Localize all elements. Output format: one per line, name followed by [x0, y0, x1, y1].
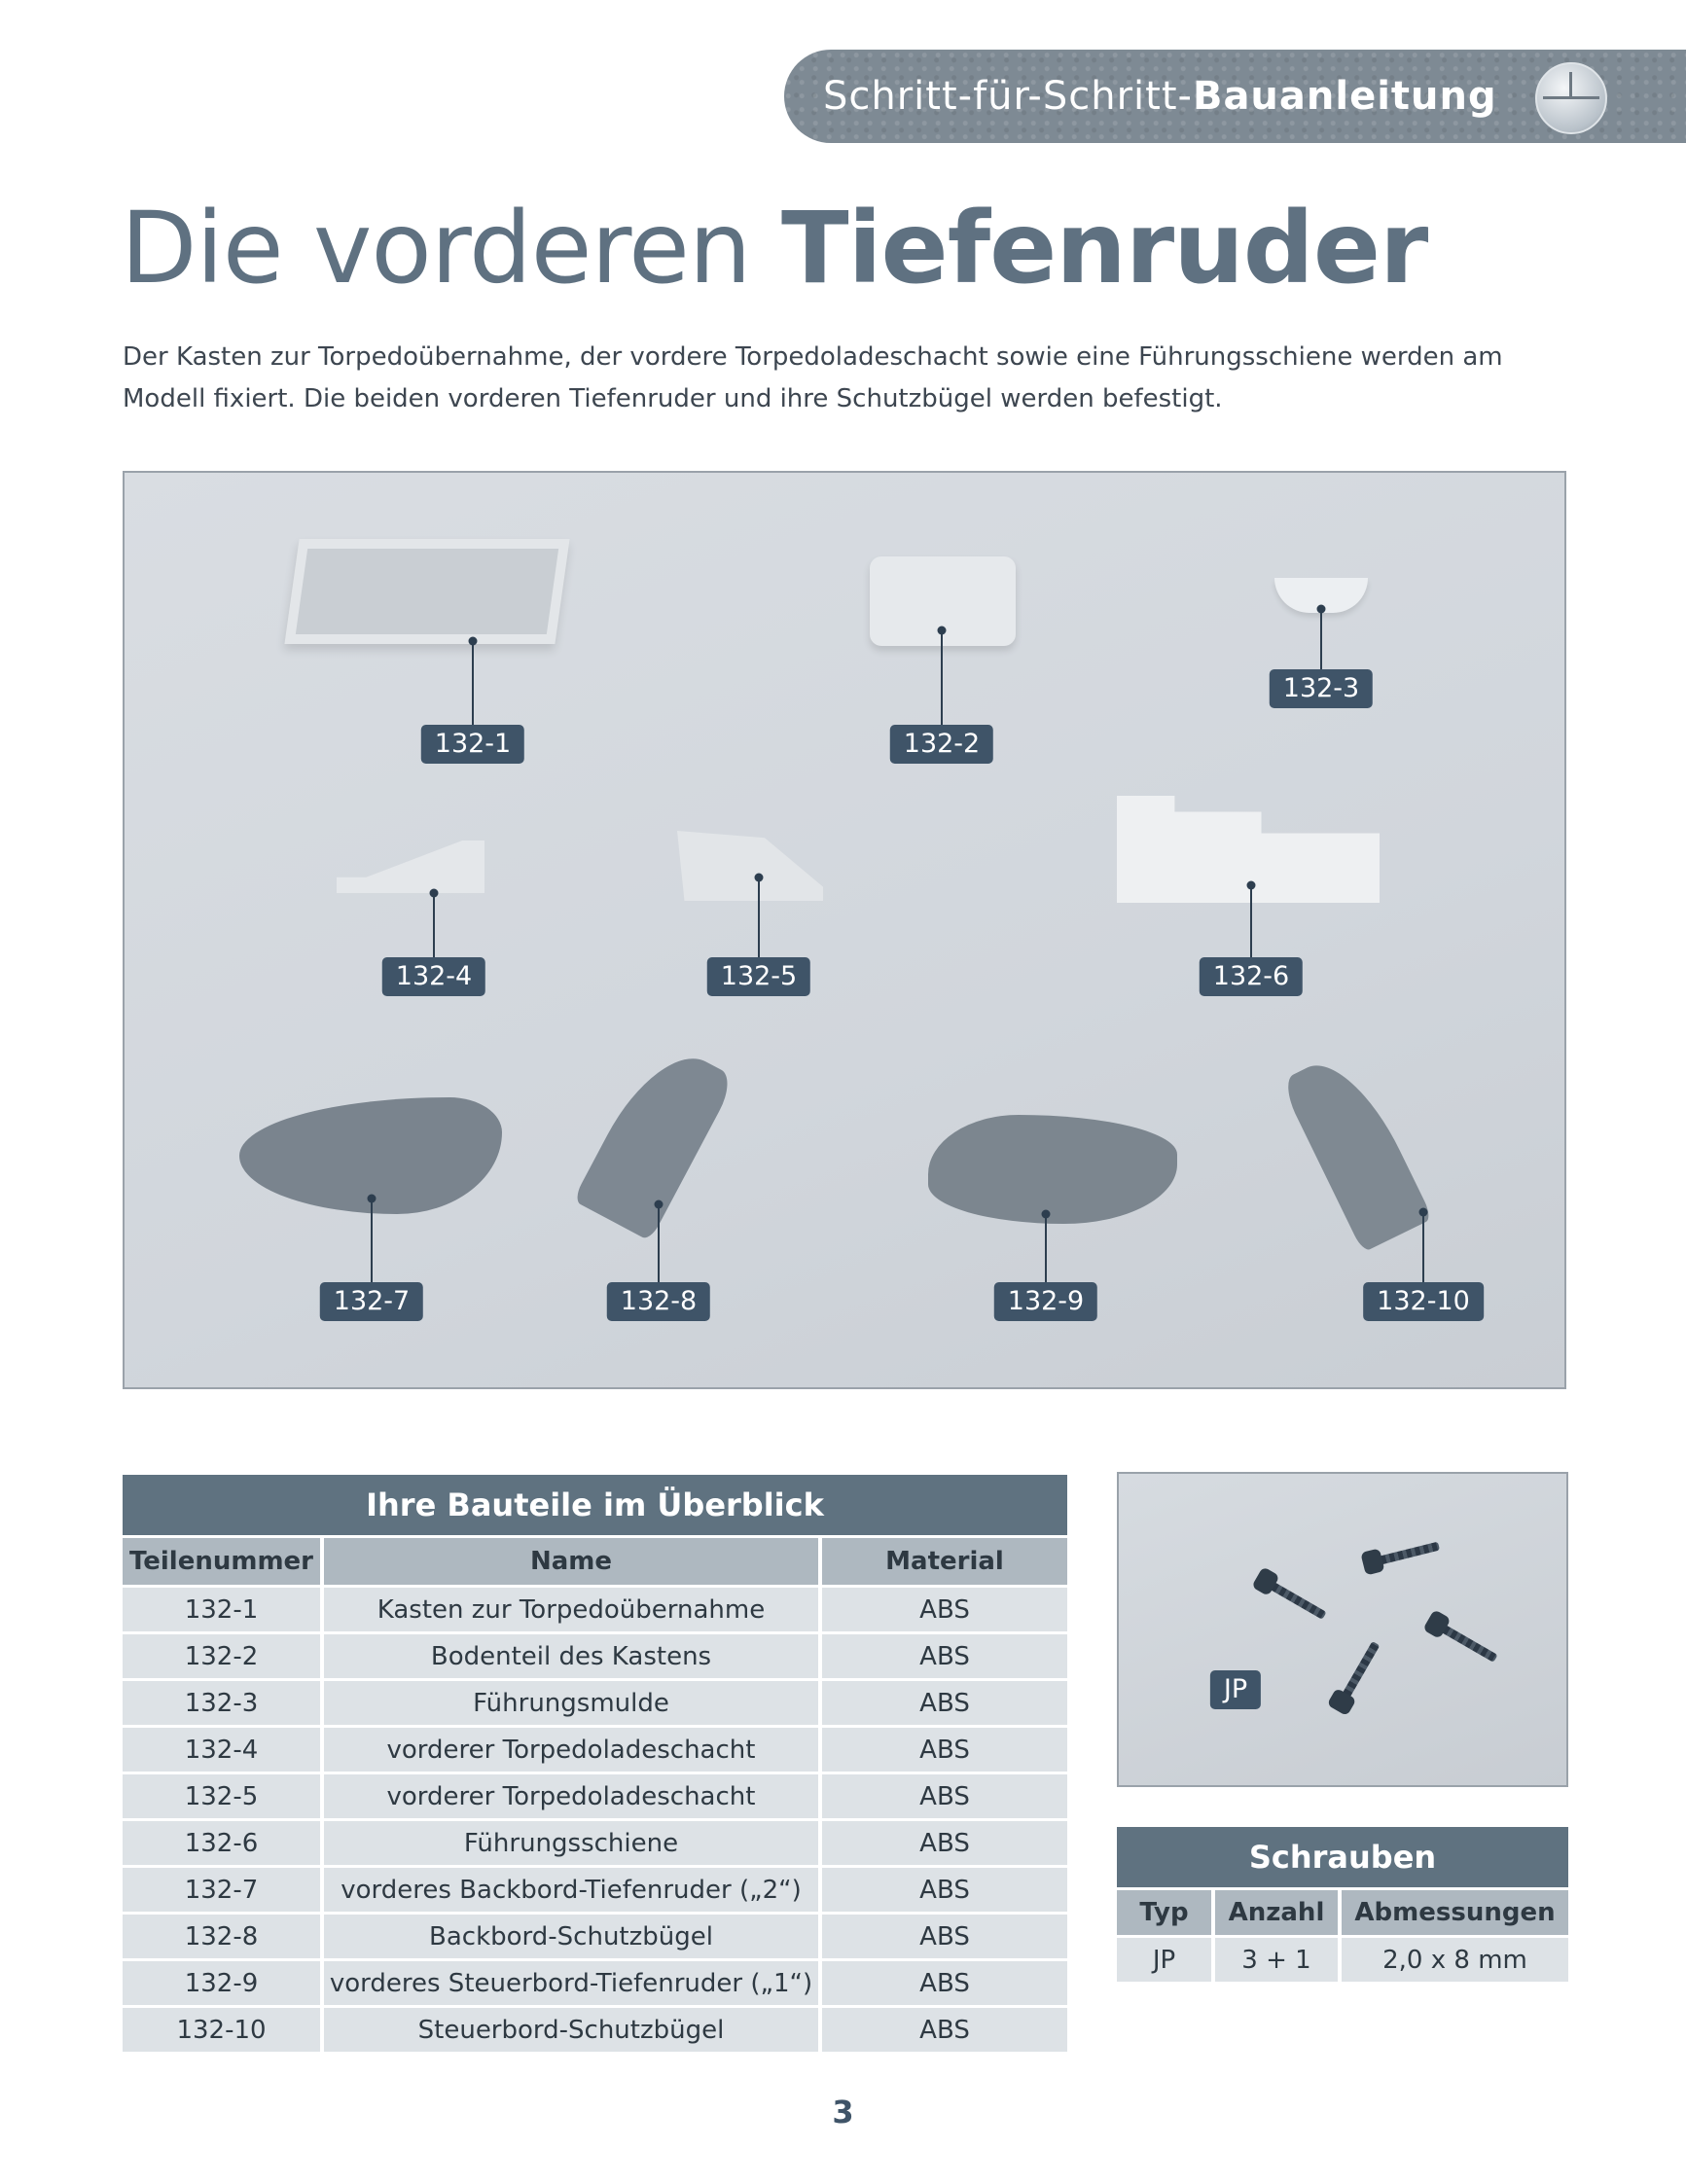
part-132-10-image — [1279, 1047, 1433, 1252]
cell-screw-count: 3 + 1 — [1213, 1937, 1340, 1983]
cell-material: ABS — [820, 2007, 1067, 2053]
part-132-4-image — [337, 841, 484, 893]
cell-screw-dimensions: 2,0 x 8 mm — [1340, 1937, 1568, 1983]
column-header-typ: Typ — [1117, 1889, 1213, 1937]
table-row — [123, 1820, 1067, 1867]
parts-table — [123, 1472, 1067, 2052]
cell-material: ABS — [820, 1680, 1067, 1727]
parts-table-caption: Ihre Bauteile im Überblick — [123, 1474, 1067, 1537]
screws-table — [1117, 1824, 1568, 1982]
cell-part-name: Führungsschiene — [322, 1820, 820, 1867]
label-132-2: 132-2 — [890, 725, 993, 764]
cell-part-number: 132-4 — [123, 1727, 322, 1773]
cell-part-name: vorderes Steuerbord-Tiefenruder („1“) — [322, 1960, 820, 2007]
cell-material: ABS — [820, 1633, 1067, 1680]
cell-screw-type: JP — [1117, 1937, 1213, 1983]
page-title — [121, 191, 1427, 306]
cell-part-number: 132-6 — [123, 1820, 322, 1867]
intro-text: Der Kasten zur Torpedoübernahme, der vordere Torpedoladeschacht sowie eine Führungsschiene werden am Modell fixiert. Die beiden vorderen Tiefenruder und ihre Schutzbügel werden befestigt. — [123, 342, 1503, 413]
crosshair-logo-icon — [1535, 62, 1607, 134]
cell-material: ABS — [820, 1960, 1067, 2007]
label-jp: JP — [1210, 1670, 1261, 1709]
label-132-3: 132-3 — [1270, 669, 1373, 708]
label-132-8: 132-8 — [607, 1282, 710, 1321]
table-row — [123, 1633, 1067, 1680]
column-header-abmessungen: Abmessungen — [1340, 1889, 1568, 1937]
screw-image — [1339, 1641, 1381, 1704]
cell-material: ABS — [820, 1727, 1067, 1773]
table-row — [123, 1587, 1067, 1633]
column-header-material: Material — [820, 1537, 1067, 1587]
banner-text-prefix: Schritt-für-Schritt- — [823, 74, 1193, 119]
cell-part-number: 132-9 — [123, 1960, 322, 2007]
cell-part-name: Steuerbord-Schutzbügel — [322, 2007, 820, 2053]
label-132-4: 132-4 — [382, 957, 485, 996]
table-row — [1117, 1937, 1568, 1983]
label-132-1: 132-1 — [421, 725, 524, 764]
table-row — [123, 1960, 1067, 2007]
screw-image — [1434, 1621, 1497, 1663]
cell-part-number: 132-7 — [123, 1867, 322, 1914]
cell-material: ABS — [820, 1914, 1067, 1960]
column-header-anzahl: Anzahl — [1213, 1889, 1340, 1937]
cell-part-name: Kasten zur Torpedoübernahme — [322, 1587, 820, 1633]
banner-text — [823, 50, 1497, 143]
label-132-9: 132-9 — [994, 1282, 1097, 1321]
cell-material: ABS — [820, 1587, 1067, 1633]
cell-material: ABS — [820, 1820, 1067, 1867]
cell-part-number: 132-3 — [123, 1680, 322, 1727]
table-row — [123, 1867, 1067, 1914]
part-132-9-image — [928, 1115, 1177, 1224]
screw-image — [1372, 1542, 1440, 1567]
part-132-1-image — [292, 539, 562, 644]
cell-part-name: Backbord-Schutzbügel — [322, 1914, 820, 1960]
column-header-name: Name — [322, 1537, 820, 1587]
column-header-teilenummer: Teilenummer — [123, 1537, 322, 1587]
parts-photo — [123, 471, 1566, 1389]
cell-part-name: vorderer Torpedoladeschacht — [322, 1727, 820, 1773]
screw-image — [1263, 1578, 1326, 1620]
cell-material: ABS — [820, 1773, 1067, 1820]
page-number: 3 — [832, 2094, 854, 2130]
table-row — [123, 1914, 1067, 1960]
label-132-10: 132-10 — [1363, 1282, 1484, 1321]
label-132-7: 132-7 — [320, 1282, 423, 1321]
label-132-6: 132-6 — [1200, 957, 1303, 996]
header-banner — [784, 50, 1686, 143]
table-row — [123, 1773, 1067, 1820]
cell-part-number: 132-8 — [123, 1914, 322, 1960]
title-bold: Tiefenruder — [781, 191, 1428, 306]
table-row — [123, 1680, 1067, 1727]
cell-part-number: 132-1 — [123, 1587, 322, 1633]
banner-text-bold: Bauanleitung — [1192, 74, 1497, 119]
screws-photo — [1117, 1472, 1568, 1787]
cell-part-name: vorderes Backbord-Tiefenruder („2“) — [322, 1867, 820, 1914]
part-132-5-image — [677, 831, 823, 901]
cell-part-name: Bodenteil des Kastens — [322, 1633, 820, 1680]
cell-material: ABS — [820, 1867, 1067, 1914]
screws-table-caption: Schrauben — [1117, 1826, 1568, 1889]
cell-part-number: 132-2 — [123, 1633, 322, 1680]
table-row — [123, 1727, 1067, 1773]
cell-part-name: Führungsmulde — [322, 1680, 820, 1727]
cell-part-name: vorderer Torpedoladeschacht — [322, 1773, 820, 1820]
cell-part-number: 132-10 — [123, 2007, 322, 2053]
table-row — [123, 2007, 1067, 2053]
cell-part-number: 132-5 — [123, 1773, 322, 1820]
label-132-5: 132-5 — [707, 957, 810, 996]
part-132-8-image — [573, 1037, 737, 1241]
title-light: Die vorderen — [121, 191, 781, 306]
